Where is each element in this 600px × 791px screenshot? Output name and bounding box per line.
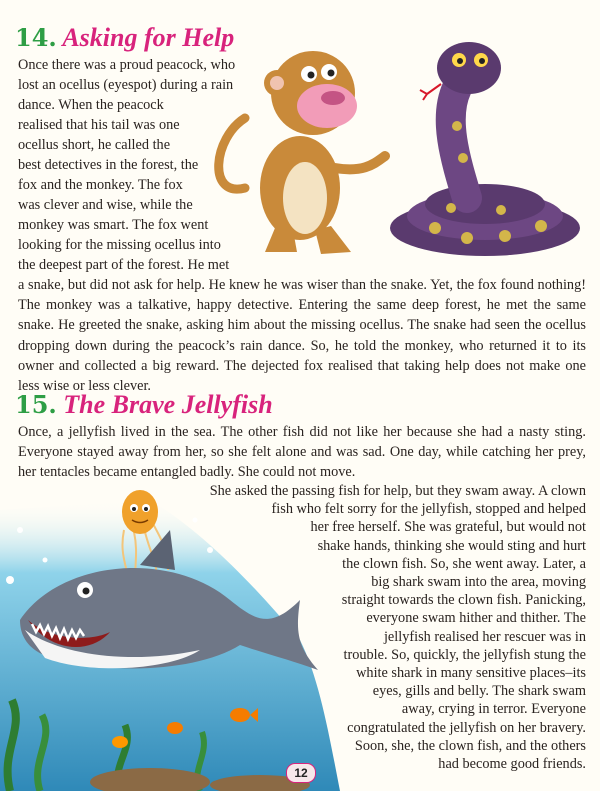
story-14-title [15,22,234,54]
story-text-line: monkey was smart. The fox went [18,217,209,233]
page-number: 12 [286,763,316,783]
story-15-paragraph: Once, a jellyfish lived in the sea. The other fish did not like her because she had a nasty sting. Everyone stayed away from her, so she felt alone and was sad. One day, while catching her prey, her tentacles became entangled badly. She could not move. [18,424,586,481]
story-text-line: trouble. So, quickly, the jellyfish stung the [343,646,586,663]
story-text-line: eyes, gills and belly. The shark swam [372,683,586,700]
story-text-line: fox and the monkey. The fox [18,177,183,193]
story-text-line: ocellus short, he called the [18,137,171,153]
story-text-line: looking for the missing ocellus into [18,237,221,253]
story-text-line: away, crying in terror. Everyone [401,701,586,718]
story-text-line: jellyfish realised her rescuer was in [383,628,586,645]
story-text-line: shake hands, thinking she would sting and hurt [317,537,586,554]
story-text-line: her free herself. She was grateful, but would not [310,519,586,536]
story-text-line: dance. When the peacock [18,97,164,113]
story-text-line: the deepest part of the forest. He met [18,257,230,273]
story-title-text: Asking for Help [62,23,235,52]
story-number: 15. [15,390,57,419]
story-text-line: Once there was a proud peacock, who [18,57,236,73]
monkey-illustration [219,51,385,254]
story-title-text: The Brave Jellyfish [63,390,273,419]
monkey-and-snake-illustration [205,38,600,260]
story-text-line: was clever and wise, while the [18,197,193,213]
story-text-line: best detectives in the forest, the [18,157,199,173]
story-15-title [15,389,273,421]
story-14-paragraph: a snake, but did not ask for help. He knew he was wiser than the snake. Yet, the fox found nothing! The monkey was a talkative, happy detective. Entering the same deep forest, he met the same snake. He greeted the snake, asking him about the missing ocellus. The snake had seen the ocellus dropping down during the peacock’s rain dance. So, he told the monkey, who returned it to its owner and collected a big reward. The dejected fox realised that taking help does not make one less wise or less clever. [18,277,586,395]
story-text-line: congratulated the jellyfish on her bravery. [347,719,586,736]
snake-illustration [390,42,580,256]
story-text-line: white shark in many sensitive places–its [356,665,586,681]
story-text-line: realised that his tail was one [18,117,180,133]
story-text-line: everyone swam hither and thither. The [366,610,586,627]
story-text-line: had become good friends. [438,756,586,772]
story-number: 14. [15,23,57,52]
story-text-line: straight towards the clown fish. Panicking, [341,592,586,609]
story-text-line: big shark swam into the area, moving [371,574,586,590]
story-text-line: Soon, she, the clown fish, and the others [354,737,586,754]
story-text-line: fish who felt sorry for the jellyfish, stopped and helped [271,501,586,518]
story-text-line: lost an ocellus (eyespot) during a rain [18,77,234,93]
story-text-line: She asked the passing fish for help, but they swam away. A clown [209,483,586,499]
story-text-line: the clown fish. So, she went away. Later, a [342,555,586,572]
